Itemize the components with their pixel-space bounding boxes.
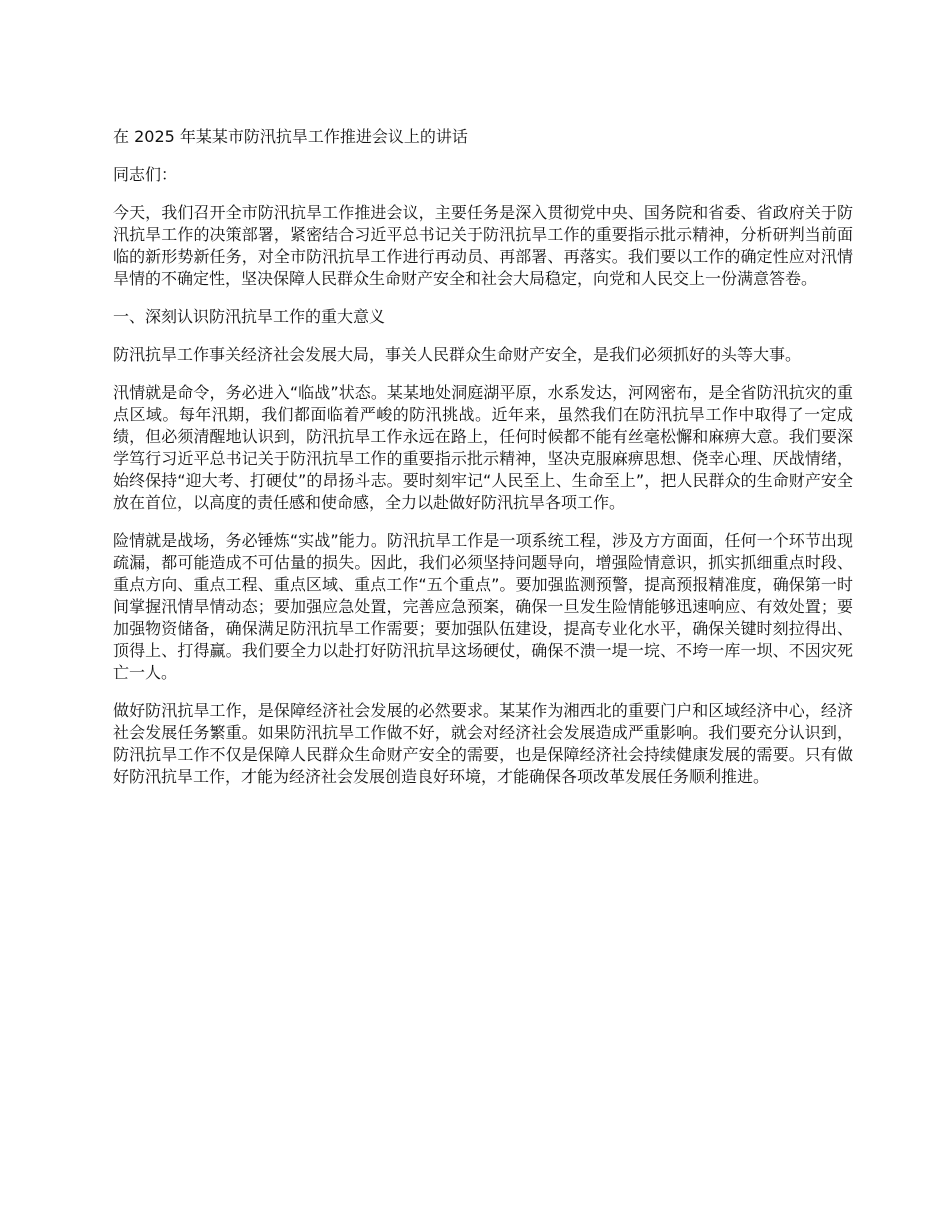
section-heading-1: 一、深刻认识防汛抗旱工作的重大意义 — [113, 307, 386, 326]
document-title: 在 2025 年某某市防汛抗旱工作推进会议上的讲话 — [113, 127, 468, 146]
document-page — [113, 126, 853, 804]
paragraph-intro: 今天，我们召开全市防汛抗旱工作推进会议，主要任务是深入贯彻党中央、国务院和省委、省政府关于防汛抗旱工作的决策部署，紧密结合习近平总书记关于防汛抗旱工作的重要指示批示精神，分析研判当前面临的新形势新任务，对全市防汛抗旱工作进行再动员、再部署、再落实。我们要以工作的确定性应对汛情旱情的不确定性，坚决保障人民群众生命财产安全和社会大局稳定，向党和人民交上一份满意答卷。 — [113, 203, 853, 288]
paragraph-4: 做好防汛抗旱工作，是保障经济社会发展的必然要求。某某作为湘西北的重要门户和区域经济中心，经济社会发展任务繁重。如果防汛抗旱工作做不好，就会对经济社会发展造成严重影响。我们要充分认识到，防汛抗旱工作不仅是保障人民群众生命财产安全的需要，也是保障经济社会持续健康发展的需要。只有做好防汛抗旱工作，才能为经济社会发展创造良好环境，才能确保各项改革发展任务顺利推进。 — [113, 701, 853, 786]
paragraph-3: 险情就是战场，务必锤炼“实战”能力。防汛抗旱工作是一项系统工程，涉及方方面面，任何一个环节出现疏漏，都可能造成不可估量的损失。因此，我们必须坚持问题导向，增强险情意识，抓实抓细重点时段、重点方向、重点工程、重点区域、重点工作“五个重点”。要加强监测预警，提高预报精准度，确保第一时间掌握汛情旱情动态；要加强应急处置，完善应急预案，确保一旦发生险情能够迅速响应、有效处置；要加强物资储备，确保满足防汛抗旱工作需要；要加强队伍建设，提高专业化水平，确保关键时刻拉得出、顶得上、打得赢。我们要全力以赴打好防汛抗旱这场硬仗，确保不溃一堤一垸、不垮一库一坝、不因灾死亡一人。 — [113, 531, 853, 682]
greeting: 同志们： — [113, 165, 178, 184]
paragraph-2: 汛情就是命令，务必进入“临战”状态。某某地处洞庭湖平原，水系发达，河网密布，是全省防汛抗灾的重点区域。每年汛期，我们都面临着严峻的防汛挑战。近年来，虽然我们在防汛抗旱工作中取得了一定成绩，但必须清醒地认识到，防汛抗旱工作永远在路上，任何时候都不能有丝毫松懈和麻痹大意。我们要深学笃行习近平总书记关于防汛抗旱工作的重要指示批示精神，坚决克服麻痹思想、侥幸心理、厌战情绪，始终保持“迎大考、打硬仗”的昂扬斗志。要时刻牢记“人民至上、生命至上”，把人民群众的生命财产安全放在首位，以高度的责任感和使命感，全力以赴做好防汛抗旱各项工作。 — [113, 383, 853, 512]
paragraph-1: 防汛抗旱工作事关经济社会发展大局，事关人民群众生命财产安全，是我们必须抓好的头等大事。 — [113, 345, 802, 364]
